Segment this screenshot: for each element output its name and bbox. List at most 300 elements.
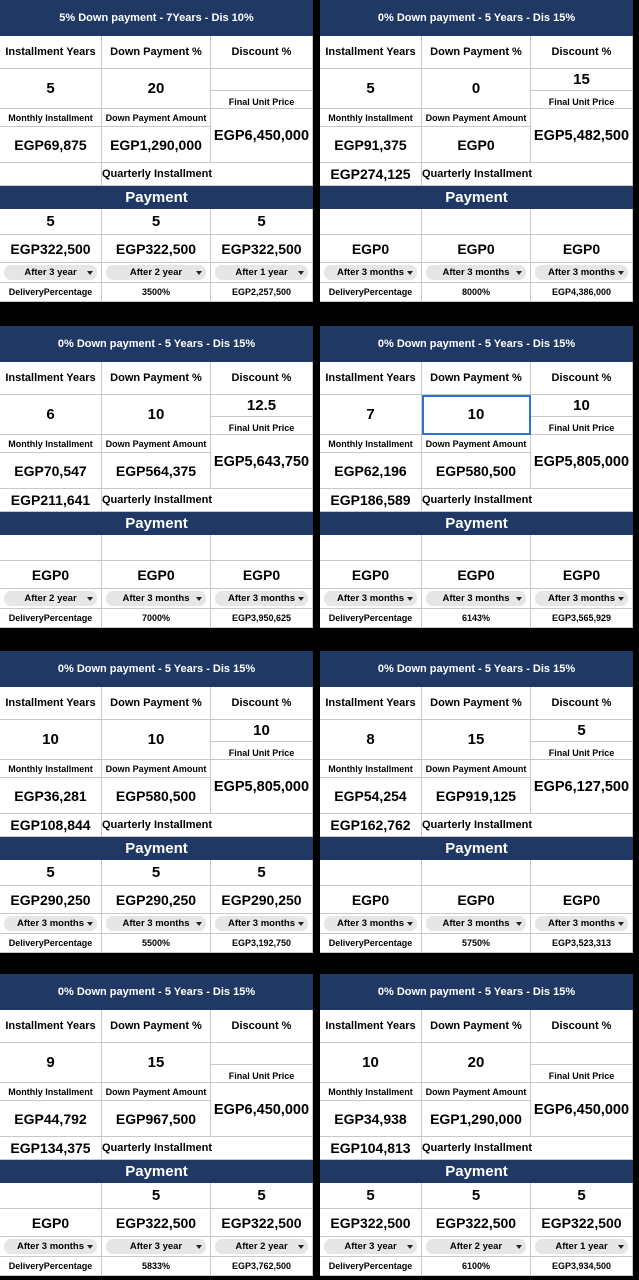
delivery-percentage-label: DeliveryPercentage (0, 1257, 102, 1276)
payment-timing-dropdown[interactable] (531, 263, 633, 283)
down-payment-pct-input[interactable]: 15 (422, 720, 531, 760)
discount-pct-input[interactable] (211, 1043, 313, 1065)
payment-timing-selected (4, 591, 97, 606)
payment-timing-dropdown[interactable] (531, 914, 633, 934)
final-unit-price-label: Final Unit Price (211, 742, 313, 760)
final-unit-price-label: Final Unit Price (531, 417, 633, 435)
payment-count-input[interactable] (422, 209, 531, 235)
discount-pct-input[interactable]: 5 (531, 720, 633, 742)
delivery-percentage-label: DeliveryPercentage (320, 1257, 422, 1276)
quarterly-installment-value: EGP211,641 (0, 489, 102, 512)
pricing-panel (320, 326, 633, 628)
monthly-installment-label: Monthly Installment (320, 435, 422, 453)
payment-amount-value: EGP322,500 (0, 235, 102, 263)
chevron-down-icon (87, 922, 93, 926)
payment-header: Payment (320, 186, 633, 209)
discount-pct-label: Discount % (531, 1010, 633, 1043)
delivery-percentage-label: DeliveryPercentage (0, 609, 102, 628)
installment-years-label: Installment Years (320, 362, 422, 395)
payment-timing-selected (535, 916, 628, 931)
monthly-installment-value: EGP54,254 (320, 778, 422, 814)
payment-count-input[interactable]: 5 (211, 209, 313, 235)
chevron-down-icon (196, 1245, 202, 1249)
chevron-down-icon (298, 1245, 304, 1249)
payment-timing-selected (426, 1239, 525, 1254)
chevron-down-icon (618, 597, 624, 601)
payment-header: Payment (0, 837, 313, 860)
payment-timing-label: After 3 months (16, 918, 85, 929)
payment-count-input[interactable]: 5 (211, 1183, 313, 1209)
payment-timing-label: After 3 months (547, 593, 616, 604)
payment-count-input[interactable]: 5 (102, 1183, 211, 1209)
payment-timing-dropdown[interactable] (531, 589, 633, 609)
down-payment-amount-value: EGP919,125 (422, 778, 531, 814)
quarterly-installment-label: Quarterly Installment (102, 163, 313, 186)
payment-amount-value: EGP322,500 (422, 1209, 531, 1237)
payment-timing-dropdown[interactable] (422, 589, 531, 609)
payment-timing-label: After 3 months (122, 593, 190, 604)
down-payment-pct-input[interactable]: 20 (102, 69, 211, 109)
payment-count-input[interactable]: 5 (102, 209, 211, 235)
installment-years-input[interactable]: 10 (320, 1043, 422, 1083)
pricing-panel (320, 974, 633, 1276)
panel-title: 0% Down payment - 5 Years - Dis 15% (0, 651, 313, 687)
panel-title: 0% Down payment - 5 Years - Dis 15% (320, 0, 633, 36)
down-payment-pct-label: Down Payment % (102, 687, 211, 720)
payment-timing-dropdown[interactable] (531, 1237, 633, 1257)
payment-amount-value: EGP0 (211, 561, 313, 589)
payment-timing-selected (324, 1239, 417, 1254)
panel-title: 0% Down payment - 5 Years - Dis 15% (0, 974, 313, 1010)
chevron-down-icon (516, 1245, 522, 1249)
down-payment-amount-label: Down Payment Amount (422, 109, 531, 127)
chevron-down-icon (298, 922, 304, 926)
delivery-amount-value: EGP3,762,500 (211, 1257, 313, 1276)
payment-count-input[interactable]: 5 (531, 1183, 633, 1209)
payment-amount-value: EGP322,500 (102, 235, 211, 263)
installment-years-input[interactable]: 7 (320, 395, 422, 435)
payment-count-input[interactable] (320, 209, 422, 235)
discount-pct-label: Discount % (531, 36, 633, 69)
down-payment-pct-input[interactable]: 10 (102, 395, 211, 435)
payment-timing-dropdown[interactable] (320, 1237, 422, 1257)
monthly-installment-value: EGP70,547 (0, 453, 102, 489)
quarterly-installment-label: Quarterly Installment (102, 814, 313, 837)
payment-amount-value: EGP0 (0, 1209, 102, 1237)
down-payment-amount-label: Down Payment Amount (102, 760, 211, 778)
installment-years-label: Installment Years (0, 362, 102, 395)
quarterly-installment-value (0, 163, 102, 186)
payment-amount-value: EGP0 (320, 886, 422, 914)
monthly-installment-value: EGP34,938 (320, 1101, 422, 1137)
payment-timing-dropdown[interactable] (211, 263, 313, 283)
payment-timing-dropdown[interactable] (320, 914, 422, 934)
discount-pct-label: Discount % (211, 362, 313, 395)
quarterly-installment-label: Quarterly Installment (102, 489, 313, 512)
payment-timing-label: After 3 months (16, 1241, 85, 1252)
payment-amount-value: EGP290,250 (211, 886, 313, 914)
payment-timing-selected (324, 916, 417, 931)
discount-pct-input[interactable]: 10 (211, 720, 313, 742)
payment-amount-value: EGP0 (531, 561, 633, 589)
payment-count-input[interactable] (531, 860, 633, 886)
pricing-panel (0, 0, 313, 302)
delivery-amount-value: EGP2,257,500 (211, 283, 313, 302)
final-unit-price-value: EGP5,805,000 (531, 435, 633, 489)
quarterly-installment-label: Quarterly Installment (422, 814, 633, 837)
payment-count-input[interactable] (320, 860, 422, 886)
down-payment-pct-label: Down Payment % (102, 362, 211, 395)
payment-timing-dropdown[interactable] (0, 263, 102, 283)
payment-timing-selected (106, 916, 205, 931)
down-payment-amount-value: EGP967,500 (102, 1101, 211, 1137)
payment-timing-dropdown[interactable] (320, 589, 422, 609)
installment-years-label: Installment Years (0, 36, 102, 69)
quarterly-installment-label: Quarterly Installment (422, 1137, 633, 1160)
quarterly-installment-value: EGP274,125 (320, 163, 422, 186)
down-payment-amount-value: EGP1,290,000 (422, 1101, 531, 1137)
payment-timing-selected (535, 591, 628, 606)
monthly-installment-label: Monthly Installment (0, 435, 102, 453)
final-unit-price-value: EGP6,450,000 (211, 1083, 313, 1137)
panel-title: 0% Down payment - 5 Years - Dis 15% (320, 651, 633, 687)
final-unit-price-value: EGP5,482,500 (531, 109, 633, 163)
payment-count-input[interactable] (0, 1183, 102, 1209)
pricing-panel (0, 974, 313, 1276)
payment-timing-selected (215, 1239, 308, 1254)
payment-amount-value: EGP0 (320, 561, 422, 589)
down-payment-amount-value: EGP0 (422, 127, 531, 163)
payment-timing-selected (426, 916, 525, 931)
payment-amount-value: EGP290,250 (0, 886, 102, 914)
final-unit-price-value: EGP6,450,000 (211, 109, 313, 163)
quarterly-installment-label: Quarterly Installment (422, 163, 633, 186)
delivery-percentage-value: 3500% (102, 283, 211, 302)
payment-timing-dropdown[interactable] (0, 914, 102, 934)
delivery-percentage-label: DeliveryPercentage (0, 283, 102, 302)
down-payment-pct-label: Down Payment % (422, 36, 531, 69)
monthly-installment-value: EGP36,281 (0, 778, 102, 814)
installment-years-input[interactable]: 8 (320, 720, 422, 760)
payment-amount-value: EGP0 (531, 886, 633, 914)
payment-timing-label: After 3 months (442, 593, 510, 604)
payment-count-input[interactable] (0, 535, 102, 561)
down-payment-amount-label: Down Payment Amount (102, 435, 211, 453)
discount-pct-input[interactable]: 10 (531, 395, 633, 417)
payment-timing-dropdown[interactable] (0, 589, 102, 609)
discount-pct-input[interactable]: 15 (531, 69, 633, 91)
delivery-percentage-label: DeliveryPercentage (320, 283, 422, 302)
payment-timing-label: After 3 year (344, 1241, 397, 1252)
payment-count-input[interactable] (422, 535, 531, 561)
chevron-down-icon (618, 271, 624, 275)
down-payment-pct-input[interactable]: 10 (422, 395, 531, 435)
payment-amount-value: EGP322,500 (531, 1209, 633, 1237)
installment-years-label: Installment Years (0, 687, 102, 720)
monthly-installment-label: Monthly Installment (320, 109, 422, 127)
installment-years-input[interactable]: 6 (0, 395, 102, 435)
payment-timing-dropdown[interactable] (0, 1237, 102, 1257)
payment-count-input[interactable] (320, 535, 422, 561)
payment-count-input[interactable] (531, 535, 633, 561)
delivery-percentage-value: 6100% (422, 1257, 531, 1276)
chevron-down-icon (407, 1245, 413, 1249)
monthly-installment-label: Monthly Installment (0, 760, 102, 778)
payment-count-input[interactable]: 5 (0, 209, 102, 235)
final-unit-price-label: Final Unit Price (531, 742, 633, 760)
payment-timing-selected (324, 265, 417, 280)
payment-header: Payment (0, 186, 313, 209)
payment-timing-label: After 1 year (555, 1241, 608, 1252)
down-payment-pct-label: Down Payment % (422, 687, 531, 720)
panel-title: 5% Down payment - 7Years - Dis 10% (0, 0, 313, 36)
final-unit-price-label: Final Unit Price (211, 91, 313, 109)
discount-pct-input[interactable] (211, 69, 313, 91)
chevron-down-icon (618, 1245, 624, 1249)
payment-amount-value: EGP0 (102, 561, 211, 589)
discount-pct-input[interactable] (531, 1043, 633, 1065)
pricing-panel (0, 326, 313, 628)
payment-timing-label: After 3 months (227, 593, 296, 604)
pricing-panel (0, 651, 313, 953)
payment-timing-dropdown[interactable] (211, 589, 313, 609)
chevron-down-icon (298, 271, 304, 275)
payment-amount-value: EGP322,500 (102, 1209, 211, 1237)
payment-header: Payment (0, 1160, 313, 1183)
monthly-installment-label: Monthly Installment (320, 760, 422, 778)
discount-pct-label: Discount % (211, 36, 313, 69)
monthly-installment-label: Monthly Installment (0, 109, 102, 127)
payment-header: Payment (320, 512, 633, 535)
payment-timing-selected (106, 1239, 205, 1254)
payment-timing-selected (4, 1239, 97, 1254)
down-payment-pct-input[interactable]: 10 (102, 720, 211, 760)
payment-timing-selected (426, 591, 525, 606)
payment-header: Payment (320, 837, 633, 860)
monthly-installment-value: EGP69,875 (0, 127, 102, 163)
down-payment-amount-label: Down Payment Amount (422, 1083, 531, 1101)
payment-timing-label: After 3 months (547, 918, 616, 929)
pricing-panel (320, 651, 633, 953)
panel-title: 0% Down payment - 5 Years - Dis 15% (320, 974, 633, 1010)
payment-timing-selected (4, 916, 97, 931)
delivery-percentage-value: 5833% (102, 1257, 211, 1276)
installment-years-input[interactable]: 5 (320, 69, 422, 109)
quarterly-installment-value: EGP104,813 (320, 1137, 422, 1160)
delivery-amount-value: EGP3,934,500 (531, 1257, 633, 1276)
payment-count-input[interactable] (211, 535, 313, 561)
final-unit-price-value: EGP6,450,000 (531, 1083, 633, 1137)
monthly-installment-value: EGP62,196 (320, 453, 422, 489)
payment-count-input[interactable] (422, 860, 531, 886)
chevron-down-icon (516, 922, 522, 926)
payment-count-input[interactable]: 5 (320, 1183, 422, 1209)
quarterly-installment-label: Quarterly Installment (102, 1137, 313, 1160)
payment-timing-label: After 2 year (235, 1241, 288, 1252)
monthly-installment-value: EGP44,792 (0, 1101, 102, 1137)
final-unit-price-label: Final Unit Price (531, 91, 633, 109)
pricing-panel (320, 0, 633, 302)
discount-pct-label: Discount % (531, 687, 633, 720)
monthly-installment-label: Monthly Installment (0, 1083, 102, 1101)
discount-pct-input[interactable]: 12.5 (211, 395, 313, 417)
down-payment-pct-label: Down Payment % (102, 36, 211, 69)
delivery-amount-value: EGP3,565,929 (531, 609, 633, 628)
monthly-installment-label: Monthly Installment (320, 1083, 422, 1101)
payment-amount-value: EGP290,250 (102, 886, 211, 914)
payment-timing-selected (535, 265, 628, 280)
delivery-percentage-label: DeliveryPercentage (320, 609, 422, 628)
down-payment-amount-value: EGP564,375 (102, 453, 211, 489)
payment-timing-selected (4, 265, 97, 280)
delivery-percentage-value: 6143% (422, 609, 531, 628)
quarterly-installment-value: EGP108,844 (0, 814, 102, 837)
final-unit-price-value: EGP5,643,750 (211, 435, 313, 489)
delivery-percentage-value: 5750% (422, 934, 531, 953)
installment-years-label: Installment Years (0, 1010, 102, 1043)
payment-amount-value: EGP0 (531, 235, 633, 263)
installment-years-input[interactable]: 10 (0, 720, 102, 760)
payment-count-input[interactable]: 5 (422, 1183, 531, 1209)
payment-timing-label: After 3 months (547, 267, 616, 278)
down-payment-pct-label: Down Payment % (422, 362, 531, 395)
chevron-down-icon (298, 597, 304, 601)
delivery-amount-value: EGP3,192,750 (211, 934, 313, 953)
installment-years-label: Installment Years (320, 1010, 422, 1043)
payment-timing-label: After 3 months (442, 267, 510, 278)
chevron-down-icon (618, 922, 624, 926)
payment-count-input[interactable] (531, 209, 633, 235)
payment-timing-dropdown[interactable] (211, 914, 313, 934)
down-payment-pct-input[interactable]: 20 (422, 1043, 531, 1083)
chevron-down-icon (407, 597, 413, 601)
payment-timing-dropdown[interactable] (422, 263, 531, 283)
down-payment-amount-label: Down Payment Amount (102, 109, 211, 127)
delivery-percentage-value: 5500% (102, 934, 211, 953)
chevron-down-icon (196, 271, 202, 275)
chevron-down-icon (516, 271, 522, 275)
payment-amount-value: EGP322,500 (211, 1209, 313, 1237)
quarterly-installment-label: Quarterly Installment (422, 489, 633, 512)
payment-timing-label: After 3 months (336, 918, 405, 929)
final-unit-price-label: Final Unit Price (211, 417, 313, 435)
payment-timing-label: After 2 year (24, 593, 77, 604)
installment-years-input[interactable]: 9 (0, 1043, 102, 1083)
payment-timing-label: After 3 months (336, 267, 405, 278)
chevron-down-icon (87, 597, 93, 601)
chevron-down-icon (196, 597, 202, 601)
down-payment-amount-value: EGP580,500 (422, 453, 531, 489)
final-unit-price-label: Final Unit Price (211, 1065, 313, 1083)
payment-timing-label: After 2 year (449, 1241, 503, 1252)
payment-timing-label: After 3 year (24, 267, 77, 278)
panel-title: 0% Down payment - 5 Years - Dis 15% (320, 326, 633, 362)
discount-pct-label: Discount % (531, 362, 633, 395)
panel-title: 0% Down payment - 5 Years - Dis 15% (0, 326, 313, 362)
final-unit-price-value: EGP6,127,500 (531, 760, 633, 814)
payment-timing-dropdown[interactable] (320, 263, 422, 283)
final-unit-price-value: EGP5,805,000 (211, 760, 313, 814)
delivery-amount-value: EGP3,523,313 (531, 934, 633, 953)
down-payment-amount-label: Down Payment Amount (422, 760, 531, 778)
payment-amount-value: EGP0 (320, 235, 422, 263)
chevron-down-icon (87, 271, 93, 275)
down-payment-pct-label: Down Payment % (422, 1010, 531, 1043)
payment-timing-dropdown[interactable] (422, 914, 531, 934)
payment-timing-label: After 3 months (227, 918, 296, 929)
chevron-down-icon (407, 922, 413, 926)
quarterly-installment-value: EGP186,589 (320, 489, 422, 512)
payment-timing-selected (215, 265, 308, 280)
payment-timing-dropdown[interactable] (211, 1237, 313, 1257)
delivery-percentage-value: 8000% (422, 283, 531, 302)
down-payment-amount-value: EGP580,500 (102, 778, 211, 814)
down-payment-amount-value: EGP1,290,000 (102, 127, 211, 163)
payment-amount-value: EGP0 (422, 561, 531, 589)
payment-timing-selected (535, 1239, 628, 1254)
quarterly-installment-value: EGP134,375 (0, 1137, 102, 1160)
down-payment-pct-input[interactable]: 0 (422, 69, 531, 109)
payment-timing-dropdown[interactable] (102, 914, 211, 934)
payment-header: Payment (320, 1160, 633, 1183)
down-payment-pct-input[interactable]: 15 (102, 1043, 211, 1083)
discount-pct-label: Discount % (211, 1010, 313, 1043)
payment-timing-dropdown[interactable] (102, 589, 211, 609)
payment-timing-label: After 3 months (442, 918, 510, 929)
delivery-percentage-label: DeliveryPercentage (320, 934, 422, 953)
delivery-amount-value: EGP4,386,000 (531, 283, 633, 302)
payment-count-input[interactable]: 5 (102, 860, 211, 886)
payment-timing-selected (426, 265, 525, 280)
delivery-percentage-label: DeliveryPercentage (0, 934, 102, 953)
payment-timing-label: After 3 months (122, 918, 190, 929)
payment-timing-label: After 3 year (129, 1241, 183, 1252)
chevron-down-icon (516, 597, 522, 601)
payment-amount-value: EGP0 (422, 886, 531, 914)
chevron-down-icon (196, 922, 202, 926)
payment-timing-dropdown[interactable] (422, 1237, 531, 1257)
payment-count-input[interactable]: 5 (211, 860, 313, 886)
payment-timing-dropdown[interactable] (102, 1237, 211, 1257)
installment-years-label: Installment Years (320, 687, 422, 720)
payment-header: Payment (0, 512, 313, 535)
payment-amount-value: EGP322,500 (211, 235, 313, 263)
down-payment-pct-label: Down Payment % (102, 1010, 211, 1043)
down-payment-amount-label: Down Payment Amount (102, 1083, 211, 1101)
quarterly-installment-value: EGP162,762 (320, 814, 422, 837)
payment-timing-label: After 3 months (336, 593, 405, 604)
payment-timing-dropdown[interactable] (102, 263, 211, 283)
payment-timing-label: After 1 year (235, 267, 288, 278)
payment-timing-label: After 2 year (129, 267, 183, 278)
installment-years-input[interactable]: 5 (0, 69, 102, 109)
payment-timing-selected (215, 591, 308, 606)
payment-timing-selected (215, 916, 308, 931)
delivery-amount-value: EGP3,950,625 (211, 609, 313, 628)
discount-pct-label: Discount % (211, 687, 313, 720)
chevron-down-icon (407, 271, 413, 275)
payment-timing-selected (106, 265, 205, 280)
payment-amount-value: EGP322,500 (320, 1209, 422, 1237)
payment-amount-value: EGP0 (0, 561, 102, 589)
chevron-down-icon (87, 1245, 93, 1249)
payment-timing-selected (324, 591, 417, 606)
payment-count-input[interactable] (102, 535, 211, 561)
delivery-percentage-value: 7000% (102, 609, 211, 628)
payment-amount-value: EGP0 (422, 235, 531, 263)
payment-count-input[interactable]: 5 (0, 860, 102, 886)
installment-years-label: Installment Years (320, 36, 422, 69)
